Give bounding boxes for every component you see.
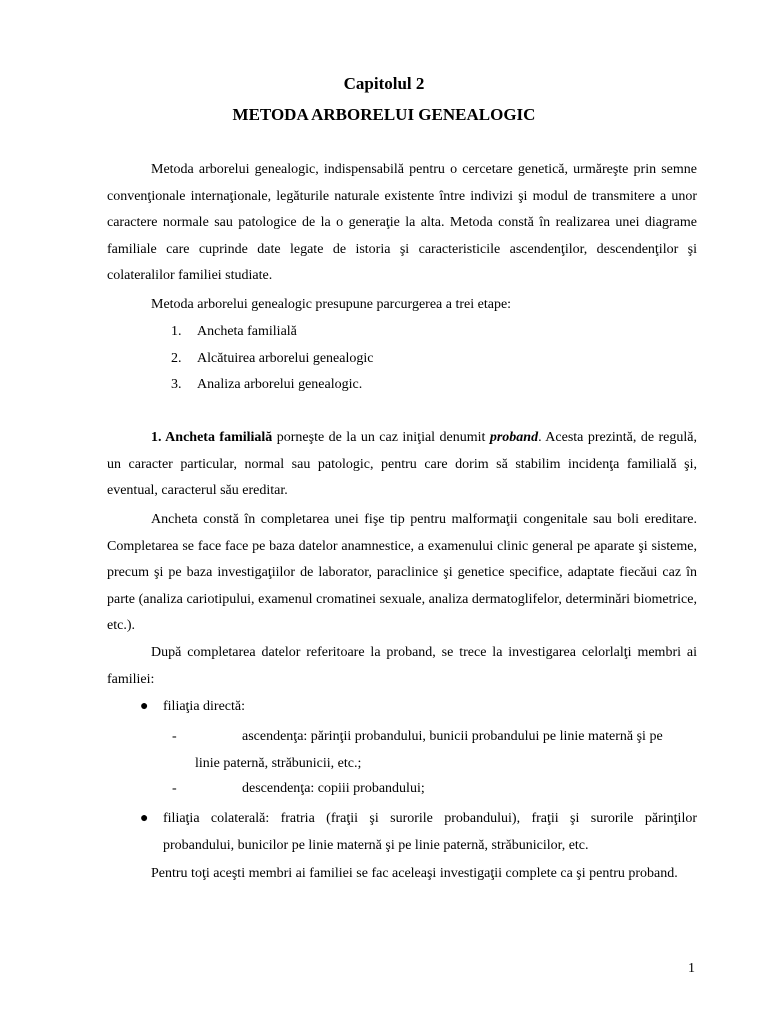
paragraph-intro: Metoda arborelui genealogic, indispensabilă pentru o cercetare genetică, urmăreşte prin semne convenţionale internaţionale, legăturile naturale existente între indivizi şi modul de transmitere a unor caractere normale sau patologice de la o generaţie la alta. Metoda constă în realizarea unei diagrame familiale care cuprinde date legate de istoria şi caracteristicile ascendenţilor, descendenţilor şi colateralilor familiei studiate.: [107, 162, 697, 283]
dash-icon: -: [172, 729, 177, 744]
list-number: 2.: [171, 350, 182, 366]
paragraph-stages-intro: Metoda arborelui genealogic presupune parcurgerea a trei etape:: [151, 297, 512, 312]
stages-list: [171, 319, 373, 399]
paragraph-fisa: Ancheta constă în completarea unei fişe tip pentru malformaţii congenitale sau boli ereditare. Completarea se face face pe baza datelor anamnestice, a examenului clinic general pe aparate şi sisteme, precum şi pe baza investigaţiilor de laborator, paraclinice şi genetice specifice, adaptate fiecăui caz în parte (analiza cariotipului, examenul cromatinei sexuale, analiza dermatoglifelor, determinări biometrice, etc.).: [107, 512, 697, 633]
bullet-label: filiaţia directă:: [163, 699, 246, 714]
paragraph-ancheta: [107, 425, 697, 505]
bullet-label-continued: probandului, bunicilor pe linie maternă şi pe linie paternă, străbunicilor, etc.: [163, 837, 589, 853]
paragraph-membri: După completarea datelor referitoare la proband, se trece la investigarea celorlalţi membri ai familiei:: [107, 645, 697, 687]
paragraph-investigatii: Pentru toţi aceşti membri ai familiei se fac aceleaşi investigaţii complete ca şi pentru proband.: [151, 866, 678, 881]
bullet-item: [140, 806, 697, 859]
dash-label-continued: linie paternă, străbunicii, etc.;: [195, 755, 362, 771]
list-item: [171, 346, 373, 373]
dash-label: descendenţa: copiii probandului;: [242, 781, 425, 796]
section-heading: 1. Ancheta familială: [151, 430, 273, 445]
list-item-label: Analiza arborelui genealogic.: [197, 377, 363, 392]
dash-icon: -: [172, 781, 177, 796]
list-number: 1.: [171, 324, 182, 339]
dash-item: [172, 724, 697, 777]
list-item-label: Ancheta familială: [197, 324, 297, 339]
list-item: [171, 319, 373, 346]
term-proband: proband: [489, 430, 539, 445]
bullet-item: [140, 694, 245, 721]
dash-label: ascendenţa: părinţii probandului, bunicii probandului pe linie maternă şi pe: [242, 729, 663, 744]
list-item-label: Alcătuirea arborelui genealogic: [197, 350, 374, 366]
dash-item: [172, 776, 425, 803]
bullet-icon: ●: [140, 811, 149, 826]
page-number: 1: [688, 961, 695, 976]
bullet-label: filiaţia colaterală: fratria (fraţii şi surorile probandului), fraţii şi surorile părinţilor: [163, 811, 697, 826]
bullet-icon: ●: [140, 699, 149, 714]
list-number: 3.: [171, 377, 182, 392]
paragraph-text: . Acesta prezintă, de regulă, un caracter particular, normal sau patologic, pentru care dorim să stabilim incidenţa familială şi, eventual, caracterul său ereditar.: [107, 430, 697, 498]
chapter-title: METODA ARBORELUI GENEALOGIC: [232, 105, 536, 124]
paragraph-text: porneşte de la un caz iniţial denumit: [272, 430, 490, 445]
list-item: [171, 372, 373, 399]
chapter-label: Capitolul 2: [343, 74, 425, 93]
